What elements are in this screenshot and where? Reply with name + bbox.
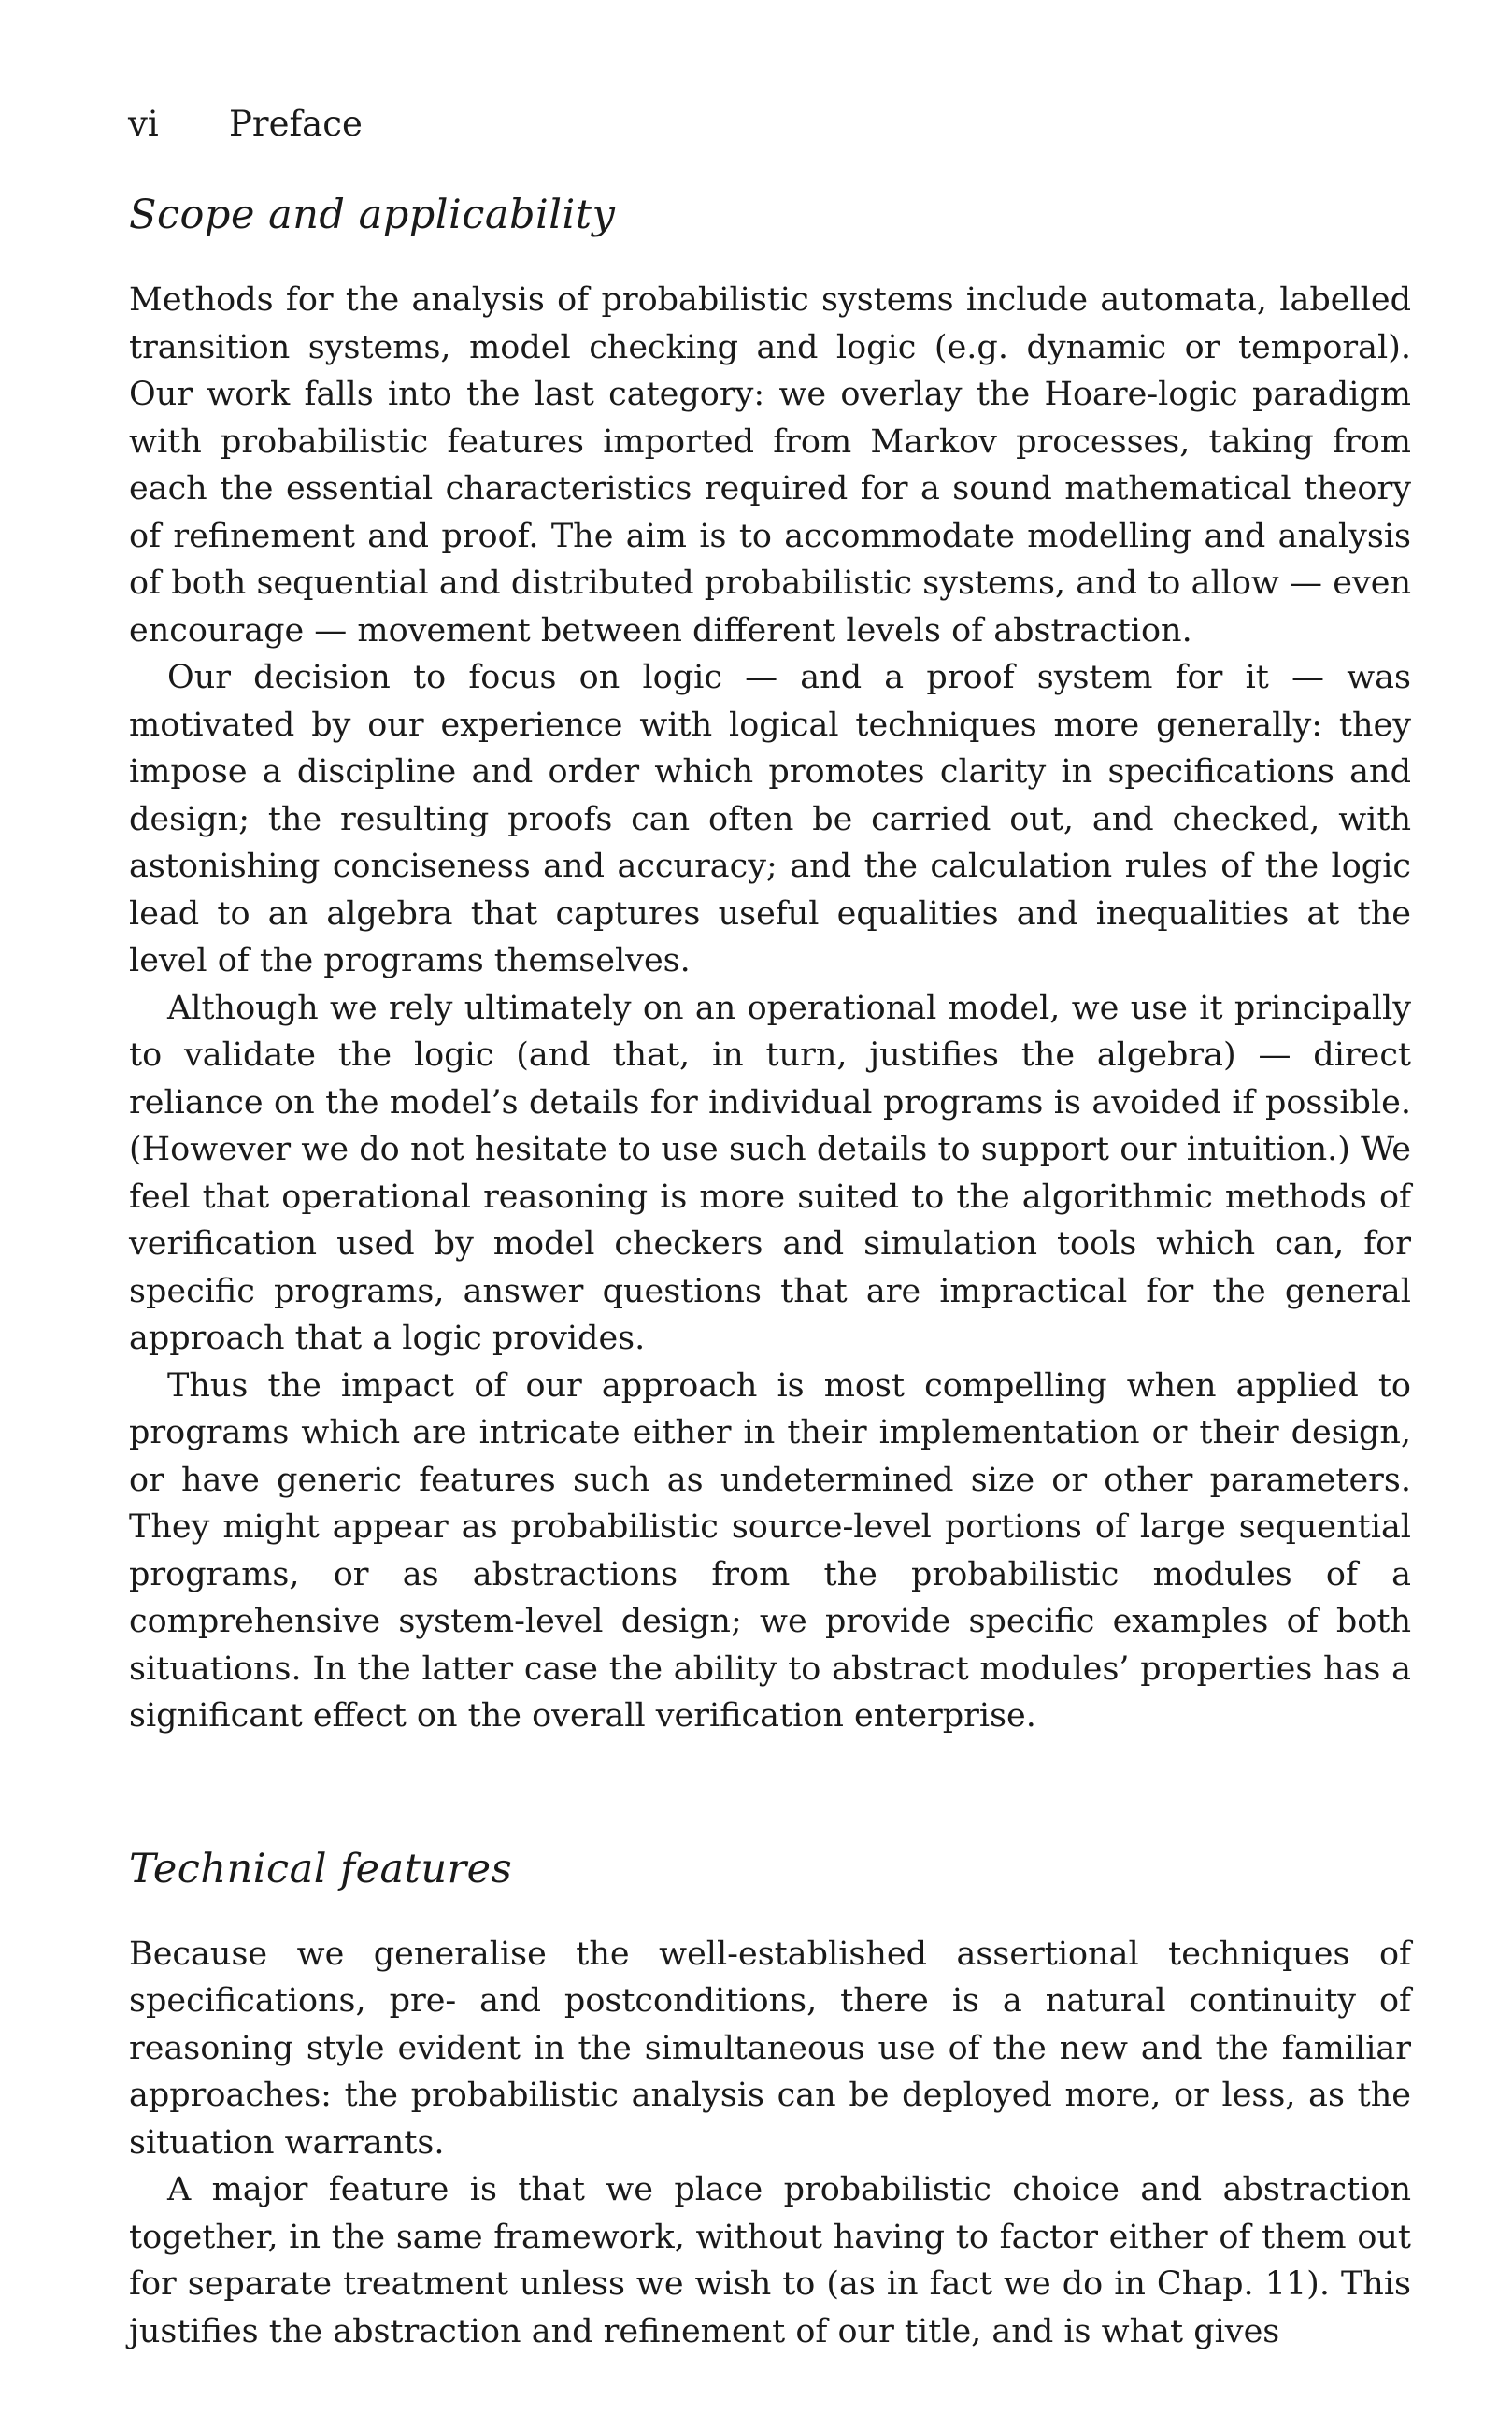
page-number: vi	[128, 104, 159, 144]
paragraph-methods: Methods for the analysis of probabilistic systems include automata, labelled transition systems, model checking and logic (e.g. dynamic or temporal). Our work falls into the last category: we overlay the Hoare-logic paradigm with probabilistic features imported from Markov processes, taking from each the essential characteristics required for a sound mathematical theory of refinement and proof. The aim is to accommodate modelling and analysis of both sequential and distributed probabilistic systems, and to allow — even encourage — movement between different levels of abstraction.	[129, 281, 1411, 650]
paragraph-logic-focus: Our decision to focus on logic — and a proof system for it — was motivated by our experience with logical techniques more generally: they impose a discipline and order which promotes clarity in specifications and design; the resulting proofs can often be carried out, and checked, with astonishing conciseness and accuracy; and the calculation rules of the logic lead to an algebra that captures useful equalities and inequalities at the level of the programs themselves.	[129, 659, 1411, 979]
running-title: Preface	[229, 104, 363, 144]
paragraph-assertional-techniques: Because we generalise the well-established assertional techniques of specifications, pre- and postconditions, there is a natural continuity of reasoning style evident in the simultaneous use of the new and the familiar approaches: the probabilistic analysis can be deployed more, or less, as the situation warrants.	[129, 1935, 1411, 2162]
paragraph-impact: Thus the impact of our approach is most compelling when applied to programs which are intricate either in their implementation or their design, or have generic features such as undetermined size or other parameters. They might appear as probabilistic source-level portions of large sequential programs, or as abstractions from the probabilistic modules of a comprehensive system-level design; we provide specific examples of both situations. In the latter case the ability to abstract modules’ properties has a significant effect on the overall verification enterprise.	[129, 1366, 1411, 1735]
section-heading-technical: Technical features	[129, 1845, 513, 1892]
running-head	[128, 101, 363, 148]
section-heading-scope: Scope and applicability	[129, 192, 616, 238]
page-body	[129, 187, 1411, 2355]
paragraph-major-feature: A major feature is that we place probabilistic choice and abstraction together, in the same framework, without having to factor either of them out for separate treatment unless we wish to (as in fact we do in Chap. 11). This justifies the abstraction and refinement of our title, and is what gives	[129, 2171, 1411, 2350]
paragraph-operational-model: Although we rely ultimately on an operational model, we use it principally to validate the logic (and that, in turn, justifies the algebra) — direct reliance on the model’s details for individual programs is avoided if possible. (However we do not hesitate to use such details to support our intuition.) We feel that operational reasoning is more suited to the algorithmic methods of verification used by model checkers and simulation tools which can, for specific programs, answer questions that are impractical for the general approach that a logic provides.	[129, 989, 1411, 1357]
